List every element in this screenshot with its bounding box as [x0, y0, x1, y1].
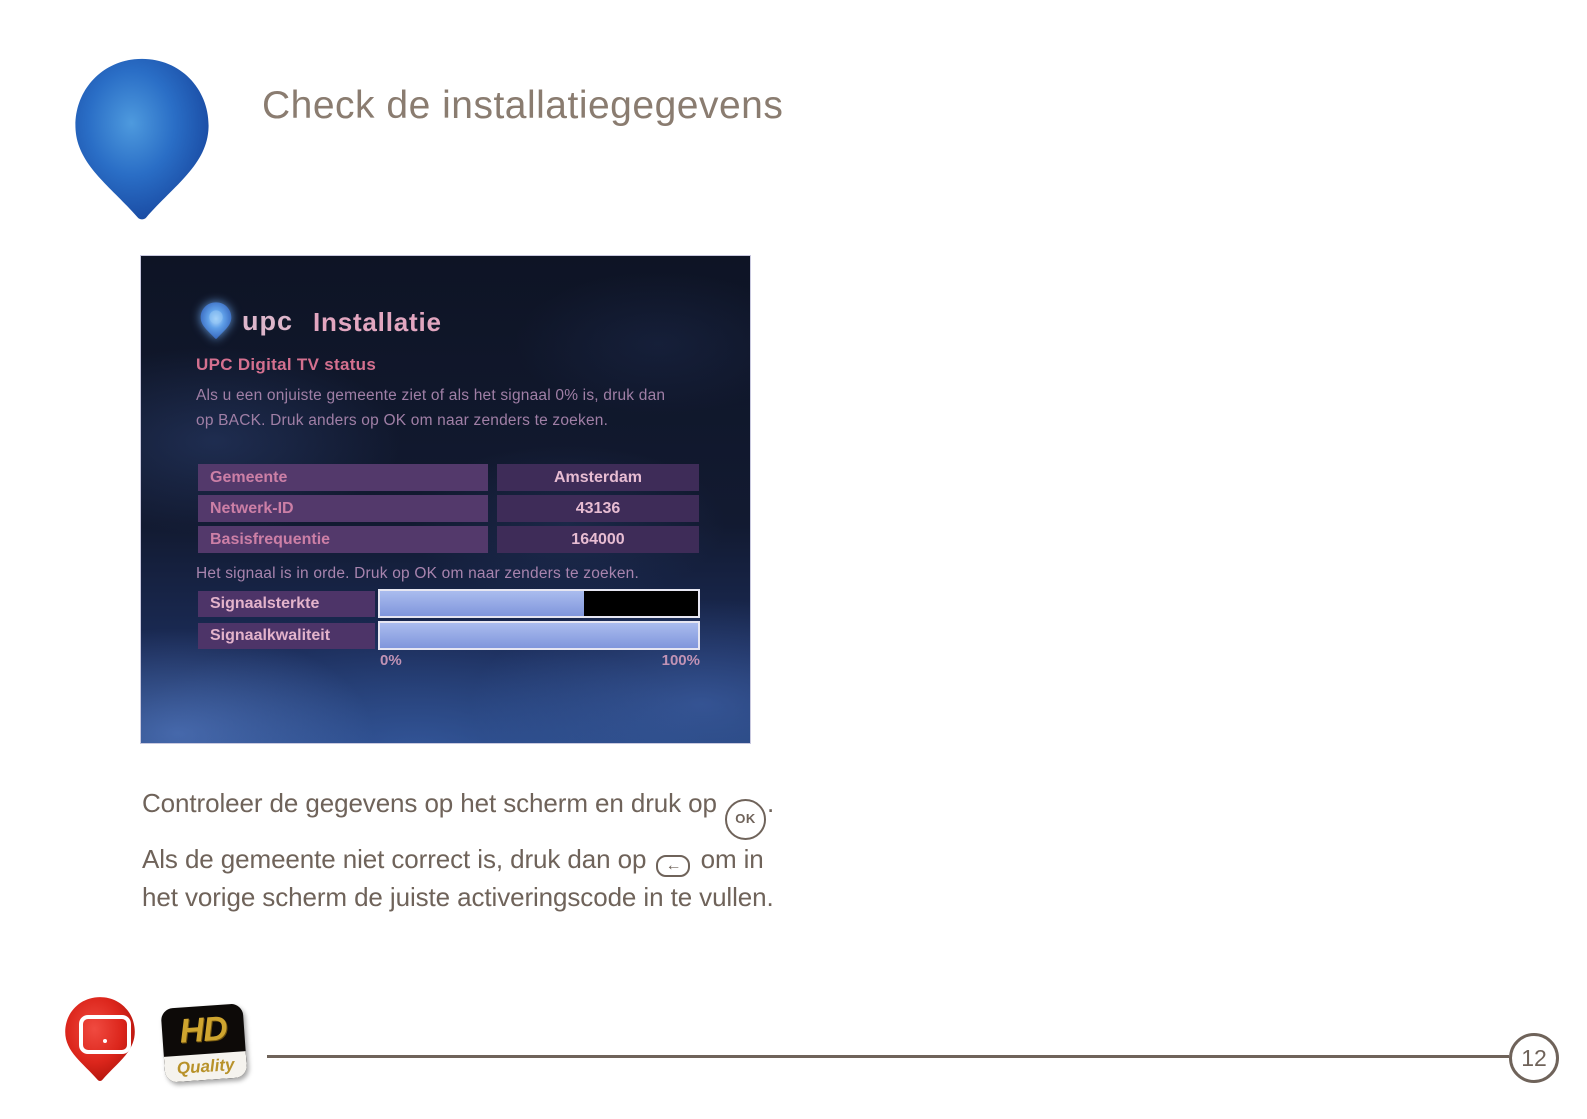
tv-screen-title: Installatie: [313, 307, 442, 337]
instruction-line1: [142, 784, 862, 840]
instruction-line2-text: Als de gemeente niet correct is, druk dan op: [142, 843, 647, 874]
tv-intro-text: [196, 383, 696, 433]
instruction-line2: [142, 840, 862, 879]
hd-badge-bottom-label: Quality: [164, 1051, 248, 1083]
tv-brand-balloon-logo: [63, 993, 137, 1087]
signal-strength-label: Signaalsterkte: [198, 591, 375, 617]
hd-quality-badge: [161, 1003, 248, 1083]
hd-badge-top-label: HD: [178, 1008, 228, 1051]
tv-status-title: UPC Digital TV status: [196, 355, 377, 374]
page-number: 12: [1521, 1044, 1547, 1071]
signal-strength-fill: [380, 591, 584, 616]
page-title: Check de installatiegegevens: [262, 84, 784, 127]
upc-brand-text: upc: [242, 306, 294, 336]
ok-button-label: OK: [735, 811, 756, 826]
tv-intro-line1: Als u een onjuiste gemeente ziet of als het signaal 0% is, druk dan: [196, 387, 666, 404]
instruction-paragraph: [142, 784, 862, 917]
signal-strength-bar: [378, 589, 700, 618]
upc-logo-icon: [198, 301, 234, 341]
tv-intro-line2: op BACK. Druk anders op OK om naar zenders te zoeken.: [196, 412, 609, 429]
signal-quality-bar: [378, 621, 700, 650]
scale-min-label: 0%: [380, 652, 402, 669]
tv-installation-screenshot: [140, 255, 751, 744]
tv-icon-dot: [103, 1039, 107, 1043]
instruction-line3: het vorige scherm de juiste activeringscode in te vullen.: [142, 882, 774, 913]
instruction-line2-tail: om in: [700, 843, 764, 874]
signal-quality-fill: [380, 623, 698, 648]
info-row-value: 43136: [497, 495, 699, 522]
back-arrow-glyph: ←: [665, 856, 682, 874]
page-number-badge: [1509, 1033, 1559, 1083]
info-row-label: Gemeente: [198, 464, 488, 491]
footer-divider-line: [267, 1055, 1509, 1058]
tv-screen-icon: [79, 1015, 131, 1054]
signal-quality-label: Signaalkwaliteit: [198, 623, 375, 649]
chapter-balloon-logo: [58, 56, 226, 226]
scale-max-label: 100%: [661, 652, 700, 669]
tv-icon-stand: [89, 1050, 113, 1054]
info-row-value: 164000: [497, 526, 699, 553]
back-button-icon: [656, 855, 690, 877]
instruction-line1-period: .: [767, 788, 775, 818]
ok-button-icon: [725, 799, 766, 840]
info-row-label: Netwerk-ID: [198, 495, 488, 522]
instruction-line1-text: Controleer de gegevens op het scherm en druk op: [142, 788, 717, 818]
tv-signal-message: Het signaal is in orde. Druk op OK om naar zenders te zoeken.: [196, 565, 639, 582]
info-row-label: Basisfrequentie: [198, 526, 488, 553]
info-row-value: Amsterdam: [497, 464, 699, 491]
